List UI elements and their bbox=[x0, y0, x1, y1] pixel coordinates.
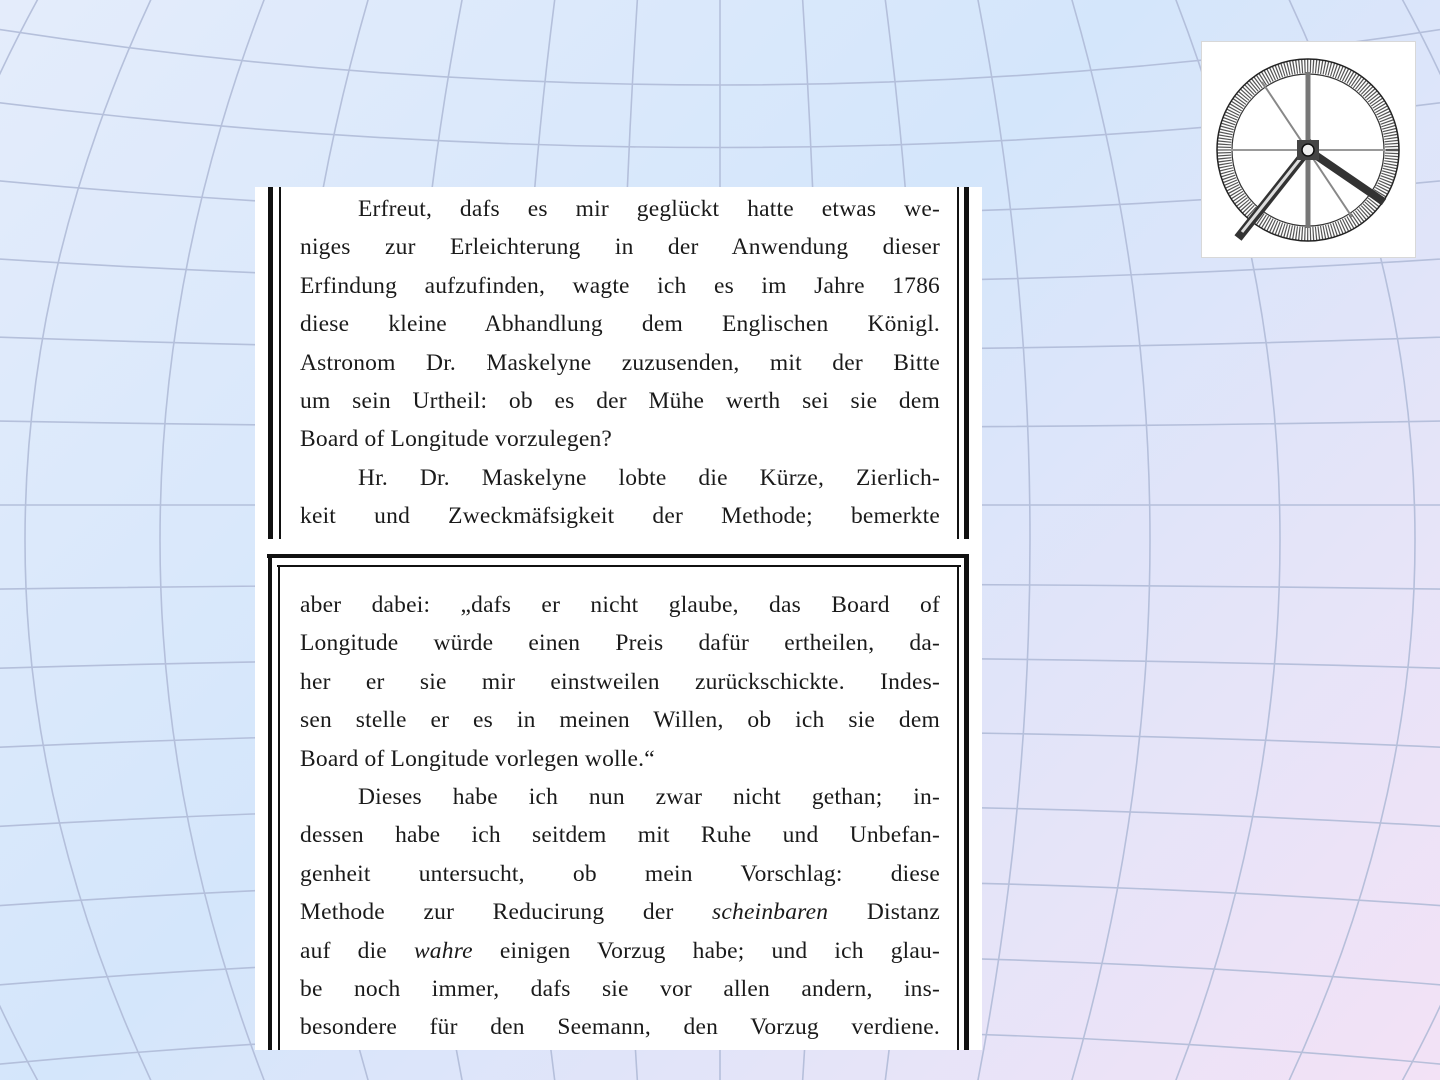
text-line: aber dabei: „dafs er nicht glaube, das Board of bbox=[300, 592, 940, 618]
text-line: Erfindung aufzufinden, wagte ich es im Jahre 1786 bbox=[300, 272, 940, 299]
text-line: niges zur Erleichterung in der Anwendung dieser bbox=[300, 234, 940, 261]
text-line: genheit untersucht, ob mein Vorschlag: diese bbox=[300, 860, 940, 887]
text-line: Dieses habe ich nun zwar nicht gethan; in- bbox=[358, 783, 940, 810]
text-line: dessen habe ich seitdem mit Ruhe und Unbefan- bbox=[300, 822, 940, 849]
text-line: Erfreut, dafs es mir geglückt hatte etwas we- bbox=[358, 196, 940, 222]
text-line: um sein Urtheil: ob es der Mühe werth sei sie dem bbox=[300, 387, 940, 414]
bottom-frame-top-rule bbox=[267, 554, 967, 558]
text-line: be noch immer, dafs sie vor allen andern, ins- bbox=[300, 975, 940, 1002]
emphasized-word: scheinbaren bbox=[712, 899, 829, 926]
emphasized-word: wahre bbox=[413, 937, 473, 964]
bottom-frame-top-thin-rule bbox=[277, 565, 961, 567]
text-run: auf die bbox=[300, 937, 414, 964]
text-line: keit und Zweckmäfsigkeit der Methode; bemerkte bbox=[300, 503, 940, 530]
text-run: einigen Vorzug habe; und ich glau- bbox=[472, 937, 940, 964]
text-line: Longitude würde einen Preis dafür ertheilen, da- bbox=[300, 630, 940, 657]
text-line: Board of Longitude vorlegen wolle.“ bbox=[300, 745, 655, 772]
instrument-thumbnail bbox=[1201, 41, 1416, 258]
bottom-frame-left-rule bbox=[268, 554, 272, 1050]
text-line: her er sie mir einstweilen zurückschickte. Indes- bbox=[300, 668, 940, 695]
top-frame-right-thick-rule bbox=[964, 187, 969, 539]
lower-page-text bbox=[300, 586, 940, 1047]
text-line: sen stelle er es in meinen Willen, ob ich sie dem bbox=[300, 707, 940, 734]
text-run: Methode zur Reducirung der bbox=[300, 899, 713, 926]
top-frame-left-thin-rule bbox=[279, 187, 281, 539]
text-line: Board of Longitude vorzulegen? bbox=[300, 426, 613, 453]
text-line: Hr. Dr. Maskelyne lobte die Kürze, Zierlich- bbox=[358, 464, 940, 491]
text-run: Distanz bbox=[828, 899, 940, 926]
bottom-frame-left-thin-rule bbox=[278, 565, 280, 1050]
top-frame-left-rule bbox=[268, 187, 273, 539]
top-frame-right-rule bbox=[957, 187, 959, 539]
text-line bbox=[300, 932, 940, 970]
text-line: diese kleine Abhandlung dem Englischen Königl. bbox=[300, 311, 940, 338]
upper-page-text bbox=[300, 190, 940, 536]
reflecting-circle-instrument-icon bbox=[1202, 42, 1415, 257]
bottom-frame-right-rule bbox=[957, 565, 959, 1050]
bottom-frame-right-thick-rule bbox=[964, 554, 969, 1050]
text-line: Astronom Dr. Maskelyne zuzusenden, mit der Bitte bbox=[300, 349, 940, 376]
text-line bbox=[300, 893, 940, 931]
text-line: besondere für den Seemann, den Vorzug verdiene. bbox=[300, 1014, 940, 1041]
